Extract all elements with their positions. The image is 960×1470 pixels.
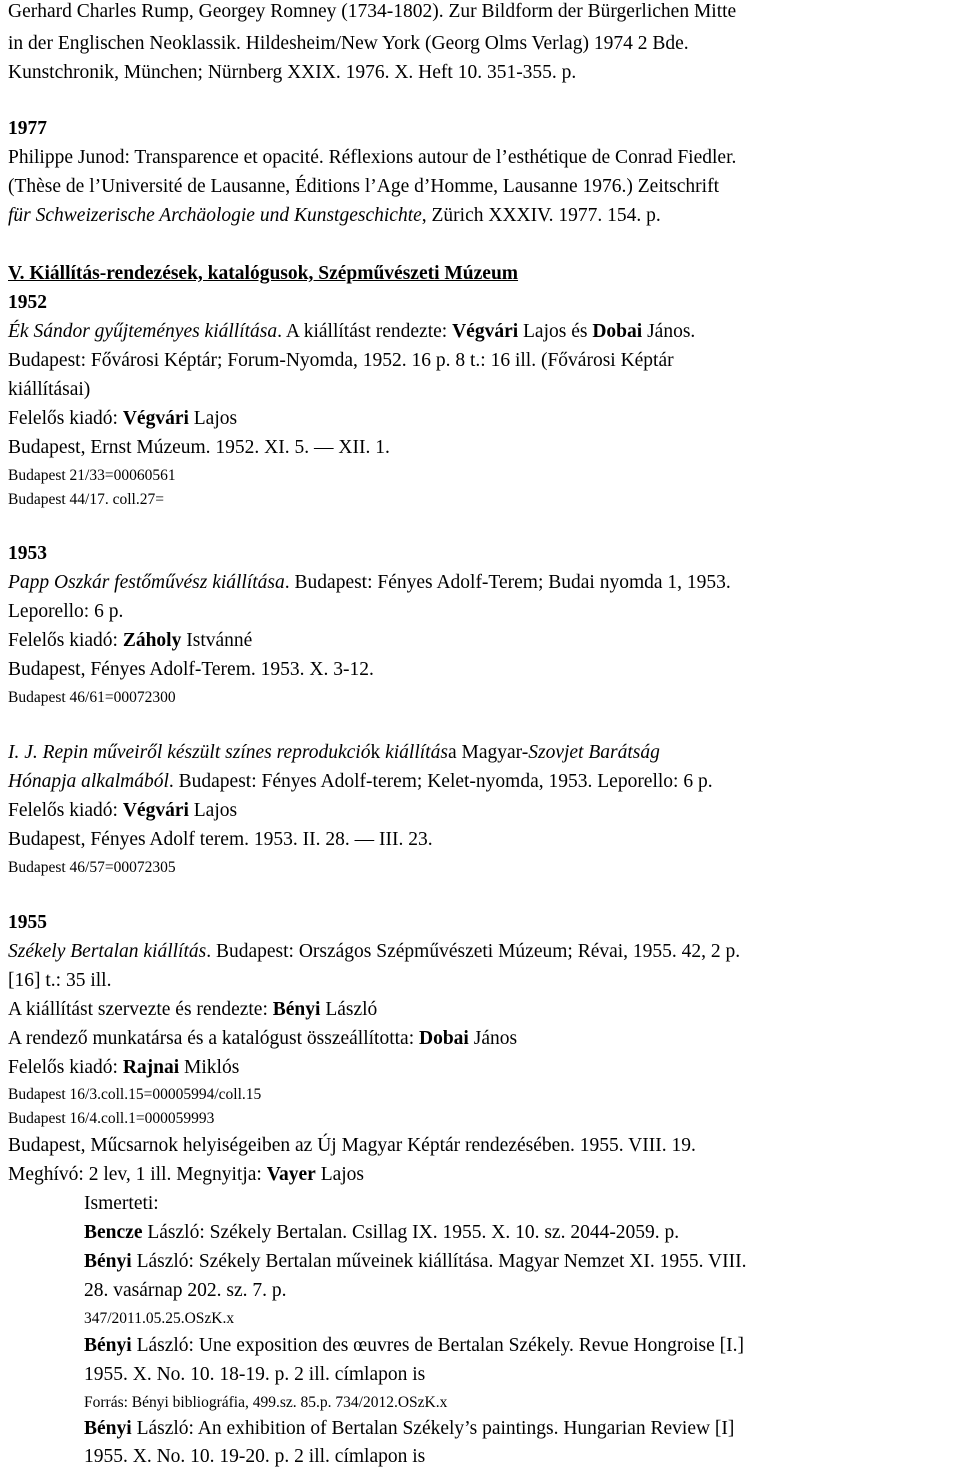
catalog-note: Budapest 46/57=00072305 <box>8 859 176 876</box>
text-line: in der Englischen Neoklassik. Hildesheim/New York (Georg Olms Verlag) 1974 2 Bde. <box>8 33 689 54</box>
year-heading: 1953 <box>8 543 47 564</box>
text-line: Budapest, Fényes Adolf terem. 1953. II. 28. — III. 23. <box>8 829 433 850</box>
catalog-note: 347/2011.05.25.OSzK.x <box>84 1310 235 1327</box>
review-heading: Ismerteti: <box>84 1193 159 1214</box>
catalog-note: Budapest 44/17. coll.27= <box>8 491 164 508</box>
text-line: Felelős kiadó: Rajnai Miklós <box>8 1057 240 1078</box>
text-line: I. J. Repin műveiről készült színes reprodukciók kiállítása Magyar-Szovjet Barátság <box>8 742 660 763</box>
text-line: Philippe Junod: Transparence et opacité. Réflexions autour de l’esthétique de Conrad Fiedler. <box>8 147 737 168</box>
text-line: für Schweizerische Archäologie und Kunstgeschichte, Zürich XXXIV. 1977. 154. p. <box>8 205 661 226</box>
catalog-note: Budapest 16/4.coll.1=000059993 <box>8 1110 215 1127</box>
text-line: Papp Oszkár festőművész kiállítása. Budapest: Fényes Adolf-Terem; Budai nyomda 1, 1953. <box>8 572 731 593</box>
review-entry: Bényi László: Székely Bertalan műveinek kiállítása. Magyar Nemzet XI. 1955. VIII. <box>84 1251 747 1272</box>
source-note: Forrás: Bényi bibliográfia, 499.sz. 85.p. 734/2012.OSzK.x <box>84 1394 448 1411</box>
year-heading: 1952 <box>8 292 47 313</box>
text-line: Leporello: 6 p. <box>8 601 124 622</box>
text-line: Budapest, Ernst Múzeum. 1952. XI. 5. — XII. 1. <box>8 437 390 458</box>
review-entry: 1955. X. No. 10. 18-19. p. 2 ill. címlapon is <box>84 1364 426 1385</box>
text-line: Ék Sándor gyűjteményes kiállítása. A kiállítást rendezte: Végvári Lajos és Dobai János. <box>8 321 696 342</box>
text-line: kiállításai) <box>8 379 91 400</box>
text-line: Budapest: Fővárosi Képtár; Forum-Nyomda, 1952. 16 p. 8 t.: 16 ill. (Fővárosi Képtár <box>8 350 674 371</box>
section-heading: V. Kiállítás-rendezések, katalógusok, Szépművészeti Múzeum <box>8 263 519 284</box>
review-entry: 1955. X. No. 10. 19-20. p. 2 ill. címlapon is <box>84 1446 426 1467</box>
text-line: Felelős kiadó: Végvári Lajos <box>8 408 238 429</box>
text-line: A kiállítást szervezte és rendezte: Bényi László <box>8 999 378 1020</box>
text-line: Felelős kiadó: Végvári Lajos <box>8 800 238 821</box>
review-entry: Bényi László: An exhibition of Bertalan Székely’s paintings. Hungarian Review [I] <box>84 1418 735 1439</box>
year-heading: 1955 <box>8 912 47 933</box>
text-line: (Thèse de l’Université de Lausanne, Éditions l’Age d’Homme, Lausanne 1976.) Zeitschrift <box>8 176 719 197</box>
catalog-note: Budapest 46/61=00072300 <box>8 689 176 706</box>
review-entry: Bényi László: Une exposition des œuvres de Bertalan Székely. Revue Hongroise [I.] <box>84 1335 744 1356</box>
review-entry: 28. vasárnap 202. sz. 7. p. <box>84 1280 287 1301</box>
text-line: Meghívó: 2 lev, 1 ill. Megnyitja: Vayer Lajos <box>8 1164 365 1185</box>
text-line: Székely Bertalan kiállítás. Budapest: Országos Szépművészeti Múzeum; Révai, 1955. 42, 2 p. <box>8 941 741 962</box>
text-line: Felelős kiadó: Záholy Istvánné <box>8 630 253 651</box>
text-line: Budapest, Fényes Adolf-Terem. 1953. X. 3-12. <box>8 659 374 680</box>
text-line: A rendező munkatársa és a katalógust összeállította: Dobai János <box>8 1028 518 1049</box>
text-line: Budapest, Műcsarnok helyiségeiben az Új Magyar Képtár rendezésében. 1955. VIII. 19. <box>8 1135 696 1156</box>
review-entry: Bencze László: Székely Bertalan. Csillag IX. 1955. X. 10. sz. 2044-2059. p. <box>84 1222 680 1243</box>
catalog-note: Budapest 21/33=00060561 <box>8 467 176 484</box>
text-line: Kunstchronik, München; Nürnberg XXIX. 1976. X. Heft 10. 351-355. p. <box>8 62 577 83</box>
text-line: Hónapja alkalmából. Budapest: Fényes Adolf-terem; Kelet-nyomda, 1953. Leporello: 6 p. <box>8 771 713 792</box>
catalog-note: Budapest 16/3.coll.15=00005994/coll.15 <box>8 1086 262 1103</box>
text-line: Gerhard Charles Rump, Georgey Romney (1734-1802). Zur Bildform der Bürgerlichen Mitte <box>8 1 737 22</box>
year-heading: 1977 <box>8 118 47 139</box>
text-line: [16] t.: 35 ill. <box>8 970 112 991</box>
